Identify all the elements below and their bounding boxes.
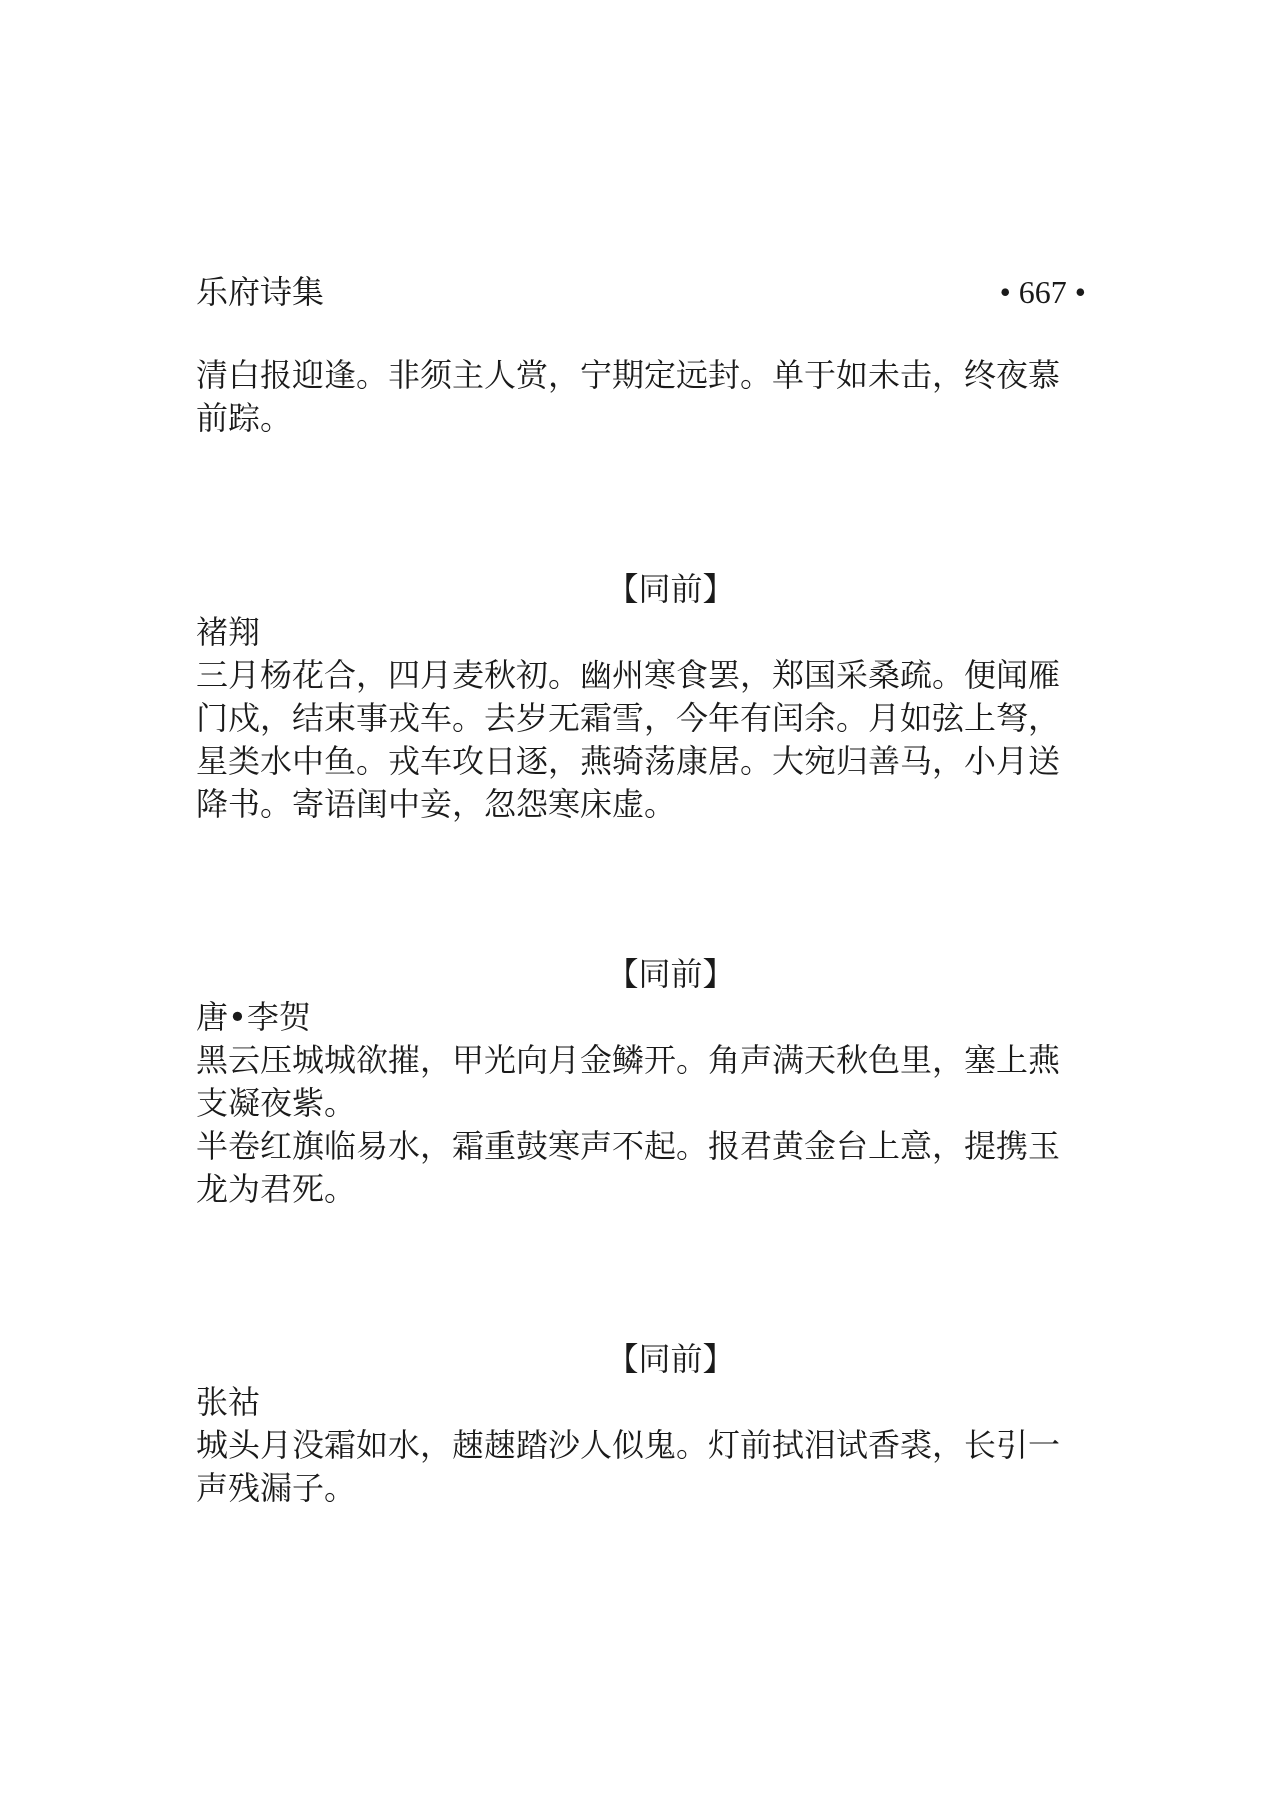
poem-line: 门戍，结束事戎车。去岁无霜雪，今年有闰余。月如弦上弩， — [196, 699, 1061, 737]
running-header — [196, 270, 1086, 314]
section-heading: 【同前】 — [606, 570, 735, 608]
poem-line: 半卷红旗临易水，霜重鼓寒声不起。报君黄金台上意，提携玉 — [196, 1127, 1061, 1165]
page-number: • 667 • — [999, 274, 1086, 310]
author-name: 张祜 — [196, 1383, 261, 1421]
poem-line: 前踪。 — [196, 399, 293, 437]
poem-line: 声残漏子。 — [196, 1469, 357, 1507]
poem-line: 支凝夜紫。 — [196, 1084, 357, 1122]
poem-line: 清白报迎逢。非须主人赏，宁期定远封。单于如未击，终夜慕 — [196, 356, 1061, 394]
poem-line: 星类水中鱼。戎车攻日逐，燕骑荡康居。大宛归善马，小月送 — [196, 742, 1061, 780]
poem-line: 黑云压城城欲摧，甲光向月金鳞开。角声满天秋色里，塞上燕 — [196, 1041, 1061, 1079]
section-heading: 【同前】 — [606, 955, 735, 993]
author-name: 褚翔 — [196, 613, 261, 651]
author-name: 唐•李贺 — [196, 998, 311, 1036]
poem-body — [196, 1039, 1091, 1211]
poem-line: 城头月没霜如水，趚趚踏沙人似鬼。灯前拭泪试香裘，长引一 — [196, 1426, 1061, 1464]
poem-line: 三月杨花合，四月麦秋初。幽州寒食罢，郑国采桑疏。便闻雁 — [196, 656, 1061, 694]
poem-body — [196, 1424, 1091, 1510]
poem-line: 龙为君死。 — [196, 1170, 357, 1208]
section-heading: 【同前】 — [606, 1340, 735, 1378]
poem-line: 降书。寄语闺中妾，忽怨寒床虚。 — [196, 785, 677, 823]
poem-body — [196, 654, 1091, 826]
book-title: 乐府诗集 — [196, 273, 325, 311]
continuation-text — [196, 354, 1091, 440]
